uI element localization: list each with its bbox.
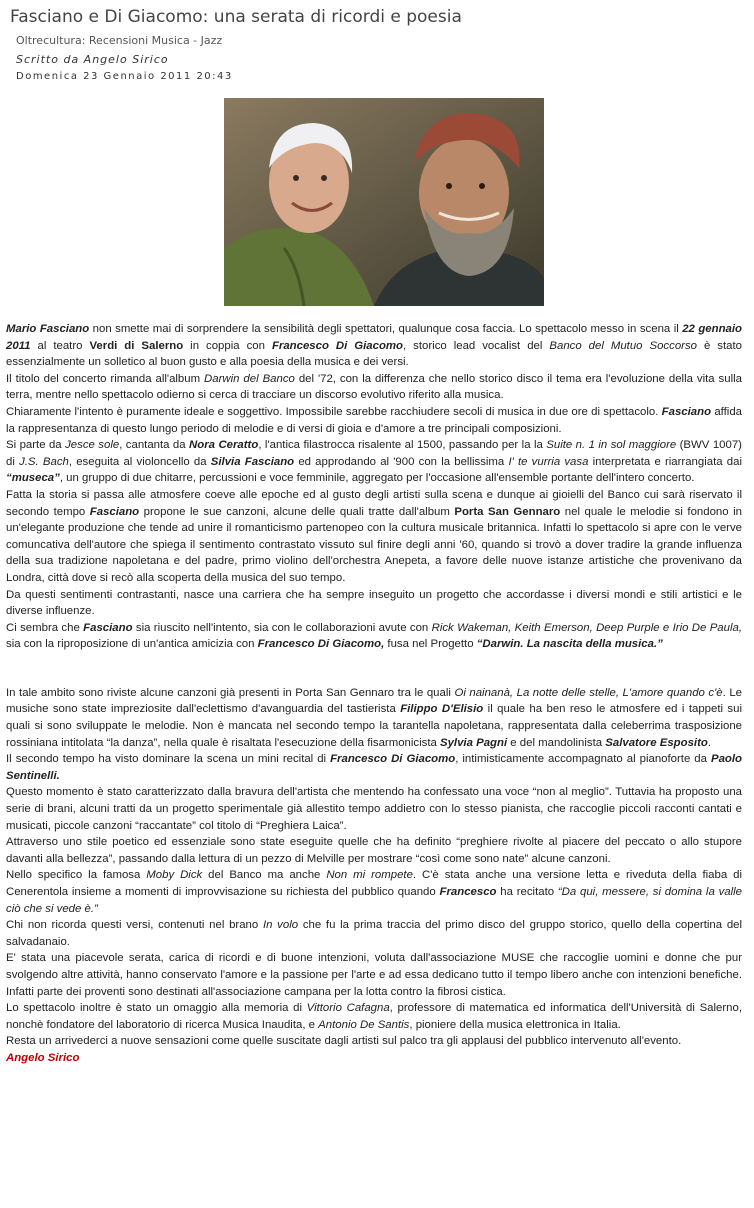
text-run: Attraverso uno stile poetico ed essenziale sono state eseguite quelle che ha definito “preghiere rivolte al piacere del peccato o allo stupore davanti alla bellezza”, passando dalla lettura di un pezzo di Melville per mostrare “così come sono nate” alcune canzoni. [6, 836, 742, 865]
text-run: Fasciano [83, 621, 133, 634]
text-run: Chiaramente l'intento è puramente ideale e soggettivo. Impossibile sarebbe racchiudere secoli di musica in due ore di spettacolo. [6, 405, 662, 418]
text-run: “Darwin. La nascita della musica.” [476, 638, 663, 651]
text-run: In tale ambito sono riviste alcune canzoni già presenti in Porta San Gennaro tra le quali [6, 686, 455, 699]
text-run: Francesco Di Giacomo [271, 339, 404, 352]
text-run: Salvatore Esposito [605, 736, 708, 749]
text-run: J.S. Bach [19, 455, 69, 468]
text-run: Darwin del Banco [204, 372, 295, 385]
text-run: Ci sembra che [6, 621, 84, 634]
article-paragraph [6, 685, 742, 751]
text-run: , storico lead vocalist del [403, 339, 550, 352]
text-run: ha recitato [496, 886, 558, 898]
text-run: “Da qui, messere, si domina la valle ciò che si vede è.” [6, 886, 742, 915]
text-run: non smette mai di sorprendere la sensibilità degli spettatori, qualunque cosa faccia. Lo spettacolo messo in scena il [89, 323, 683, 335]
text-run: E' stata una piacevole serata, carica di ricordi e di buone intenzioni, voluta dall'associazione MUSE che raccoglie uomini e donne che pur svolgendo altre attività, hanno conservato l'amore e la passione per l'arte e ad essa dedicano tutto il tempo libero anche con intenzioni benefiche. Infatti parte dei proventi sono destinati all'associazione campana per la lotta contro la fibrosi cistica. [6, 952, 742, 998]
article-paragraph [6, 371, 742, 404]
text-run: Chi non ricorda questi versi, contenuti nel brano [6, 919, 263, 932]
text-run: (BWV 1007) di [6, 439, 742, 468]
text-run: Da questi sentimenti contrastanti, nasce una carriera che ha sempre inseguito un progetto che accordasse i diversi mondi e stili artistici e le diverse influenze. [6, 588, 742, 618]
text-run: . C'è stata anche una versione letta e riveduta della fiaba di Cenerentola insieme a momenti di improvvisazione su richiesta del pubblico quando [6, 869, 742, 898]
text-run: ed approdando al '900 con la bellissima [294, 455, 509, 468]
text-run: Francesco [439, 886, 497, 898]
text-run: Porta San Gennaro [454, 505, 561, 518]
text-run: I' te vurria vasa [508, 455, 589, 468]
text-run: interpretata e riarrangiata dai [588, 455, 742, 468]
article-paragraph [6, 950, 742, 1000]
article-paragraph [6, 620, 742, 653]
article-paragraph [6, 867, 742, 917]
text-run: il quale ha ben reso le atmosfere ed i tappeti sui quali si sono sviluppate le melodie. Non è mancata nel secondo tempo la tarantella napoletana, rappresentata dalla celeberrima trasposizione rossiniana intitolata “la danza”, nella quale è risaltata l'esecuzione della fisarmonicista [6, 703, 742, 749]
text-run: in coppia con [183, 339, 272, 352]
article-date: Domenica 23 Gennaio 2011 20:43 [16, 71, 233, 82]
article-title[interactable]: Fasciano e Di Giacomo: una serata di ricordi e poesia [10, 7, 462, 27]
article-paragraph [6, 587, 742, 620]
article-paragraph [6, 404, 742, 437]
text-run: Fatta la storia si passa alle atmosfere coeve alle epoche ed al gusto degli artisti sulla scena e dunque ai gioielli del Banco cui sarà riservato il secondo tempo [6, 488, 742, 518]
text-run: Suite n. 1 in sol maggiore [546, 439, 677, 452]
text-run: Silvia Fasciano [210, 455, 295, 468]
text-run: Moby Dick [146, 869, 203, 882]
text-run: del Banco ma anche [202, 869, 327, 882]
article-paragraph [6, 917, 742, 950]
article-paragraph [6, 487, 742, 587]
text-run: Sylvia Pagni [440, 736, 508, 749]
text-run: , intimisticamente accompagnato al pianoforte da [455, 753, 711, 766]
text-run: Questo momento è stato caratterizzato dalla bravura dell'artista che mentendo ha confessato una voce “non al meglio”. Tuttavia ha proposto una serie di brani, alcuni tratti da un progetto sperimentale già allestito tempo addietro con lo stesso pianista, che raccoglie piccoli racconti cantati e musicati, piccole canzoni “raccantate” col titolo di “Preghiera Laica”. [6, 786, 742, 832]
text-run: “museca” [6, 472, 60, 485]
text-run: Rick Wakeman, Keith Emerson, Deep Purple e Irio De Paula, [431, 621, 742, 634]
text-run: Francesco Di Giacomo [330, 753, 456, 766]
text-run: In volo [262, 919, 299, 932]
text-run: Filippo D'Elisio [400, 703, 484, 716]
text-run: affida la rappresentanza di questo lungo periodo di melodie e di versi di gioia e d'amore a tre principali composizioni. [6, 405, 742, 435]
text-run: Antonio De Santis [318, 1018, 410, 1031]
text-run: Nello specifico la famosa [6, 869, 147, 882]
text-run: , un gruppo di due chitarre, percussioni e voce femminile, aggregato per l'occasione all'ensemble portante dell'intero concerto. [59, 472, 695, 485]
text-run: sia riuscito nell'intento, sia con le collaborazioni avute con [132, 621, 432, 634]
article-paragraph [6, 437, 742, 487]
article-paragraph [6, 834, 742, 867]
text-run: Nora Ceratto [189, 439, 259, 452]
author-signature: Angelo Sirico [6, 1051, 80, 1064]
text-run: propone le sue canzoni, alcune delle quali tratte dall'album [139, 505, 455, 518]
text-run: nel quale le melodie si fondono in un'elegante produzione che tende ad unire il romanticismo partenopeo con la cultura musicale britannica. Infatti lo spettacolo si apre con le verve comuncativa dell'autore che spiega il sentimento contrastato vissuto sul finire degli anni '60, quando si trovò a dover tradire la grande influenza della sua tradizione napoletana e del padre, primo violino dell'orchestra Anepeta, a favore delle nuove istanze artistiche che provenivano da Londra, città dove si recò alla scoperta della musica del suo tempo. [6, 505, 742, 584]
article-paragraph [6, 321, 742, 371]
text-run: e del mandolinista [507, 736, 606, 749]
article-paragraph [6, 1000, 742, 1033]
text-run: Mario Fasciano [6, 323, 90, 335]
text-run: , eseguita al violoncello da [68, 455, 211, 468]
article-category: Oltrecultura: Recensioni Musica - Jazz [16, 34, 223, 47]
article-body [6, 321, 742, 1067]
text-run: , pioniere della musica elettronica in Italia. [409, 1018, 621, 1031]
text-run: . [707, 736, 711, 749]
article-author: Scritto da Angelo Sirico [16, 53, 169, 66]
article-paragraph [6, 751, 742, 784]
text-run: Paolo Sentinelli. [6, 753, 742, 782]
text-run: Non mi rompete [326, 869, 413, 882]
portrait-photo-icon [224, 98, 544, 306]
text-run: , professore di matematica ed informatica dell'Università di Salerno, nonchè fondatore del laboratorio di ricerca Musica Inaudita, e [6, 1002, 743, 1031]
article-paragraph [6, 784, 742, 834]
text-run: Fasciano [89, 505, 140, 518]
text-run: del '72, con la differenza che nello storico disco il tema era l'evoluzione della vita sulla terra, mentre nello spettacolo odierno si cerca di tracciare un discorso evolutivo riferito alla musica. [6, 372, 742, 402]
text-run: sia con la riproposizione di un'antica amicizia con [6, 638, 258, 651]
text-run: 22 gennaio 2011 [6, 323, 742, 352]
text-run: Il secondo tempo ha visto dominare la scena un mini recital di [6, 753, 331, 766]
text-run: Francesco Di Giacomo, [257, 638, 385, 651]
text-run: che fu la prima traccia del primo disco del gruppo storico, quello della copertina del salvadanaio. [6, 919, 743, 948]
text-run: Fasciano [661, 405, 712, 418]
text-run: al teatro [30, 339, 90, 352]
text-run: Verdi di Salerno [89, 339, 184, 352]
text-run: Jesce sole [65, 439, 120, 452]
text-run: Vittorio Cafagna [306, 1002, 390, 1015]
text-run: . Le musiche sono state impreziosite dall'eclettismo d'avanguardia del tastierista [6, 686, 743, 716]
text-run: , cantanta da [119, 439, 190, 452]
text-run: Oi nainanà, La notte delle stelle, L'amore quando c'è [454, 686, 723, 699]
text-run: è stato essenzialmente un solletico al buon gusto e alla poesia della musica e dei versi. [6, 339, 742, 369]
text-run: , l'antica filastrocca risalente al 1500, passando per la la [258, 439, 547, 452]
text-run: Il titolo del concerto rimanda all'album [6, 372, 205, 385]
paragraph-spacer [6, 653, 742, 685]
text-run: Lo spettacolo inoltre è stato un omaggio alla memoria di [6, 1002, 307, 1015]
text-run: Si parte da [6, 439, 66, 452]
text-run: fusa nel Progetto [384, 638, 477, 651]
text-run: Banco del Mutuo Soccorso [549, 339, 697, 352]
article-paragraph [6, 1033, 742, 1050]
article-photo [224, 98, 544, 306]
text-run: Resta un arrivederci a nuove sensazioni come quelle suscitate dagli artisti sul palco tra gli applausi del pubblico intervenuto all'evento. [6, 1035, 682, 1048]
